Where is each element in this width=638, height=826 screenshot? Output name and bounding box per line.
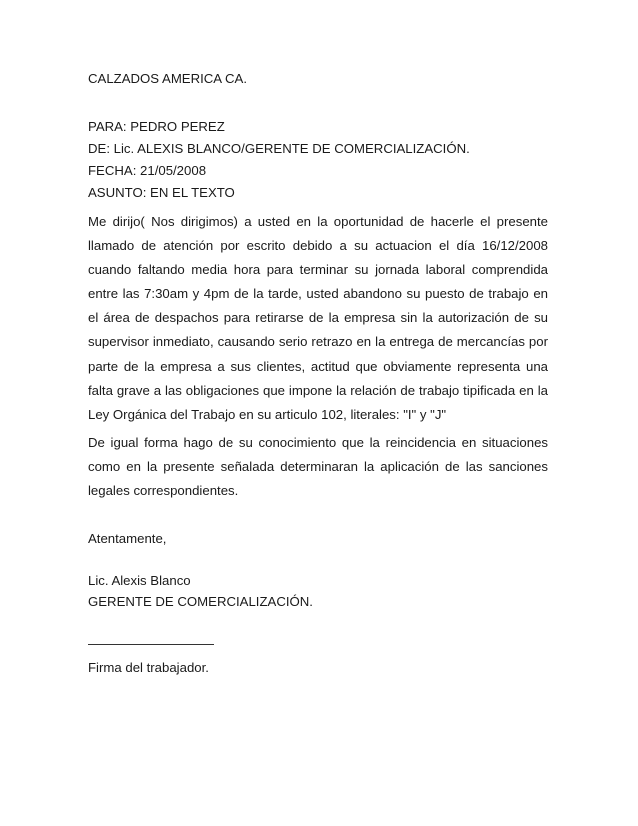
subject-line: ASUNTO: EN EL TEXTO [88,185,235,200]
body-paragraph-2: De igual forma hago de su conocimiento que la reincidencia en situaciones como en la presente señalada determinaran la aplicación de las sanciones legales correspondientes. [88,435,548,499]
signer-title: GERENTE DE COMERCIALIZACIÓN. [88,594,313,609]
body-paragraph-1: Me dirijo( Nos dirigimos) a usted en la oportunidad de hacerle el presente llamado de atención por escrito debido a su actuacion el día 16/12/2008 cuando faltando media hora para terminar su jornada laboral comprendida entre las 7:30am y 4pm de la tarde, usted abandono su puesto de trabajo en el área de despachos para retirarse de la empresa sin la autorización de su supervisor inmediato, causando serio retrazo en la entrega de mercancías por parte de la empresa a sus clientes, actitud que obviamente representa una falta grave a las obligaciones que impone la relación de trabajo tipificada en la Ley Orgánica del Trabajo en su articulo 102, literales: "I" y "J" [88,214,548,422]
sender-line: DE: Lic. ALEXIS BLANCO/GERENTE DE COMERCIALIZACIÓN. [88,141,470,156]
recipient-line: PARA: PEDRO PEREZ [88,119,225,134]
closing: Atentamente, [88,531,167,546]
date-line: FECHA: 21/05/2008 [88,163,207,178]
signer-name: Lic. Alexis Blanco [88,573,191,588]
signature-line [88,644,214,645]
company-name: CALZADOS AMERICA CA. [88,71,248,86]
worker-signature-label: Firma del trabajador. [88,660,209,675]
